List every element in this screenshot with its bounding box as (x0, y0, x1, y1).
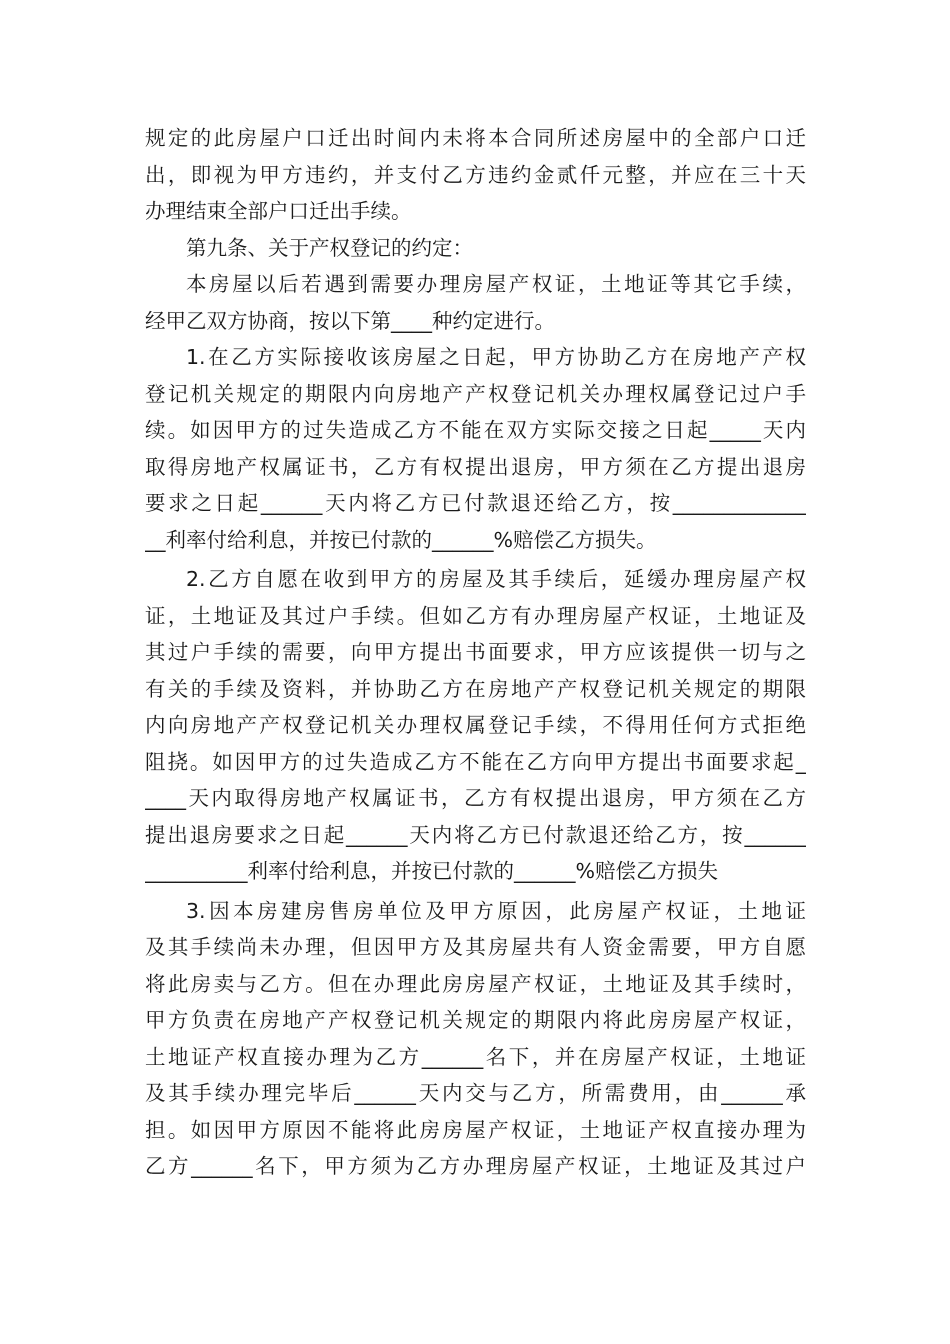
text-line: ____天内取得房地产权属证书，乙方有权提出退房，甲方须在乙方 (145, 786, 806, 810)
document-body (145, 120, 806, 1185)
text-line: 1.在乙方实际接收该房屋之日起，甲方协助乙方在房地产产权 (186, 345, 806, 369)
text-line: 要求之日起______天内将乙方已付款退还给乙方，按_____________ (145, 491, 806, 515)
text-line: 续。如因甲方的过失造成乙方不能在双方实际交接之日起_____天内 (145, 418, 806, 442)
text-line: 出，即视为甲方违约，并支付乙方违约金贰仟元整，并应在三十天 (145, 162, 806, 187)
text-line: 土地证产权直接办理为乙方______名下，并在房屋产权证，土地证 (145, 1044, 806, 1069)
section-heading: 第九条、关于产权登记的约定： (186, 235, 473, 260)
text-line: __________利率付给利息，并按已付款的______%赔偿乙方损失 (145, 859, 718, 883)
text-line: 乙方______名下，甲方须为乙方办理房屋产权证，土地证及其过户 (145, 1154, 806, 1178)
text-line: 2.乙方自愿在收到甲方的房屋及其手续后，延缓办理房屋产权 (186, 567, 806, 591)
text-line: 本房屋以后若遇到需要办理房屋产权证，土地证等其它手续， (186, 272, 806, 296)
text-line: 内向房地产产权登记机关办理权属登记手续，不得用任何方式拒绝 (145, 713, 806, 737)
text-line: 办理结束全部户口迁出手续。 (145, 199, 412, 223)
text-line: 阻挠。如因甲方的过失造成乙方不能在乙方向甲方提出书面要求起_ (145, 749, 806, 774)
text-line: __利率付给利息，并按已付款的______%赔偿乙方损失。 (145, 527, 657, 552)
text-line: 取得房地产权属证书，乙方有权提出退房，甲方须在乙方提出退房 (145, 454, 806, 479)
text-line: 担。如因甲方原因不能将此房房屋产权证，土地证产权直接办理为 (145, 1117, 806, 1142)
text-line: 3.因本房建房售房单位及甲方原因，此房屋产权证，土地证 (186, 898, 806, 923)
text-line: 甲方负责在房地产产权登记机关规定的期限内将此房房屋产权证， (145, 1008, 806, 1032)
text-line: 有关的手续及资料，并协助乙方在房地产产权登记机关规定的期限 (145, 676, 806, 701)
text-line: 其过户手续的需要，向甲方提出书面要求，甲方应该提供一切与之 (145, 640, 806, 664)
text-line: 经甲乙双方协商，按以下第____种约定进行。 (145, 308, 555, 333)
text-line: 登记机关规定的期限内向房地产产权登记机关办理权属登记过户手 (145, 381, 806, 406)
text-line: 将此房卖与乙方。但在办理此房房屋产权证，土地证及其手续时， (145, 971, 806, 996)
text-line: 提出退房要求之日起______天内将乙方已付款退还给乙方，按______ (145, 822, 806, 847)
text-line: 证，土地证及其过户手续。但如乙方有办理房屋产权证，土地证及 (145, 603, 806, 628)
text-line: 及其手续尚未办理，但因甲方及其房屋共有人资金需要，甲方自愿 (145, 935, 806, 959)
text-line: 及其手续办理完毕后______天内交与乙方，所需费用，由______承 (145, 1081, 806, 1105)
text-line: 规定的此房屋户口迁出时间内未将本合同所述房屋中的全部户口迁 (145, 126, 806, 150)
